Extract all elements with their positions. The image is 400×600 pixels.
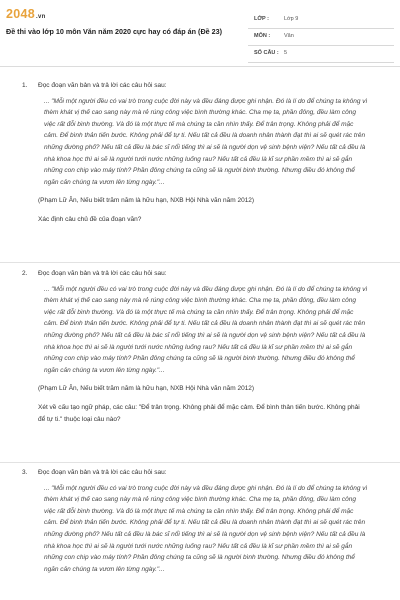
question-body bbox=[38, 268, 368, 425]
question-body bbox=[38, 467, 368, 575]
logo-suffix: .vn bbox=[36, 14, 46, 20]
logo-number: 2048 bbox=[6, 7, 36, 21]
header-divider bbox=[0, 66, 400, 67]
question-divider bbox=[0, 262, 400, 263]
passage-source: (Phạm Lữ Ân, Nếu biết trăm năm là hữu hạn, NXB Hội Nhà văn năm 2012) bbox=[38, 385, 255, 393]
meta-value-grade: Lớp 9 bbox=[284, 16, 299, 22]
question-number: 2. bbox=[22, 270, 28, 277]
document-meta-table bbox=[248, 12, 394, 63]
meta-value-subject: Văn bbox=[284, 33, 294, 39]
page-title: Đề thi vào lớp 10 môn Văn năm 2020 cực hay có đáp án (Đề 23) bbox=[6, 27, 223, 36]
question-text: Xét về cấu tạo ngữ pháp, các câu: "Để trân trọng. Không phải để mặc cảm. Để bình thản tiến bước. Không phải để tự ti." thuộc loại câu nào? bbox=[38, 403, 360, 423]
question-text: Xác định câu chủ đề của đoạn văn? bbox=[38, 215, 142, 223]
passage-source: (Phạm Lữ Ân, Nếu biết trăm năm là hữu hạn, NXB Hội Nhà văn năm 2012) bbox=[38, 197, 255, 205]
question-passage: ... "Mỗi một người đều có vai trò trong cuộc đời này và đều đáng được ghi nhận. Đó là lí do để chúng ta không vì thèm khát vị thế cao sang này mà rẻ rúng công việc bình thường khác. Cha mẹ ta, phần đông, đều làm công việc rất đỗi bình thường. Và đó là một thực tế mà chúng ta cần nhìn thấy. Để trân trọng. Không phải để mặc cảm. Để bình thản tiến bước. Không phải để tự ti. Nếu tất cả đều là doanh nhân thành đạt thì ai sẽ quét rác trên những đường phố? Nếu tất cả đều là bác sĩ nổi tiếng thì ai sẽ là người dọn vệ sinh bệnh viện? Nếu tất cả đều là nhà khoa học thì ai sẽ là người tưới nước những luống rau? Nếu tất cả đều là kĩ sư phần mềm thì ai sẽ gắn những con chip vào máy tính? Phần đông chúng ta cũng sẽ là người bình thường. Nhưng điều đó không thể ngăn cản chúng ta vươn lên từng ngày."... bbox=[44, 97, 368, 186]
meta-value-question-count: 5 bbox=[284, 50, 288, 56]
meta-row-grade bbox=[248, 12, 394, 29]
question-prompt: Đọc đoạn văn bản và trả lời các câu hỏi sau: bbox=[38, 469, 167, 476]
question-number: 1. bbox=[22, 82, 28, 89]
question-number: 3. bbox=[22, 469, 28, 476]
site-logo[interactable] bbox=[6, 7, 46, 21]
question-passage: ... "Mỗi một người đều có vai trò trong cuộc đời này và đều đáng được ghi nhận. Đó là lí do để chúng ta không vì thèm khát vị thế cao sang này mà rẻ rúng công việc bình thường khác. Cha mẹ ta, phần đông, đều làm công việc rất đỗi bình thường. Và đó là một thực tế mà chúng ta cần nhìn thấy. Để trân trọng. Không phải để mặc cảm. Để bình thản tiến bước. Không phải để tự ti. Nếu tất cả đều là doanh nhân thành đạt thì ai sẽ quét rác trên những đường phố? Nếu tất cả đều là bác sĩ nổi tiếng thì ai sẽ là người dọn vệ sinh bệnh viện? Nếu tất cả đều là nhà khoa học thì ai sẽ là người tưới nước những luống rau? Nếu tất cả đều là kĩ sư phần mềm thì ai sẽ gắn những con chip vào máy tính? Phần đông chúng ta cũng sẽ là người bình thường. Nhưng điều đó không thể ngăn cản chúng ta vươn lên từng ngày."... bbox=[44, 285, 368, 374]
question-divider bbox=[0, 462, 400, 463]
meta-label-question-count: SỐ CÂU : bbox=[254, 50, 279, 56]
question-prompt: Đọc đoạn văn bản và trả lời các câu hỏi sau: bbox=[38, 270, 167, 277]
question-passage: ... "Mỗi một người đều có vai trò trong cuộc đời này và đều đáng được ghi nhận. Đó là lí do để chúng ta không vì thèm khát vị thế cao sang này mà rẻ rúng công việc bình thường khác. Cha mẹ ta, phần đông, đều làm công việc rất đỗi bình thường. Và đó là một thực tế mà chúng ta cần nhìn thấy. Để trân trọng. Không phải để mặc cảm. Để bình thản tiến bước. Không phải để tự ti. Nếu tất cả đều là doanh nhân thành đạt thì ai sẽ quét rác trên những đường phố? Nếu tất cả đều là bác sĩ nổi tiếng thì ai sẽ là người dọn vệ sinh bệnh viện? Nếu tất cả đều là nhà khoa học thì ai sẽ là người tưới nước những luống rau? Nếu tất cả đều là kĩ sư phần mềm thì ai sẽ gắn những con chip vào máy tính? Phần đông chúng ta cũng sẽ là người bình thường. Nhưng điều đó không thể ngăn cản chúng ta vươn lên từng ngày."... bbox=[44, 484, 368, 573]
question-prompt: Đọc đoạn văn bản và trả lời các câu hỏi sau: bbox=[38, 82, 167, 89]
meta-row-subject bbox=[248, 29, 394, 46]
question-body bbox=[38, 80, 368, 226]
meta-label-grade: LỚP : bbox=[254, 16, 269, 22]
meta-row-question-count bbox=[248, 46, 394, 63]
page-header bbox=[0, 0, 400, 63]
meta-label-subject: MÔN : bbox=[254, 33, 271, 39]
